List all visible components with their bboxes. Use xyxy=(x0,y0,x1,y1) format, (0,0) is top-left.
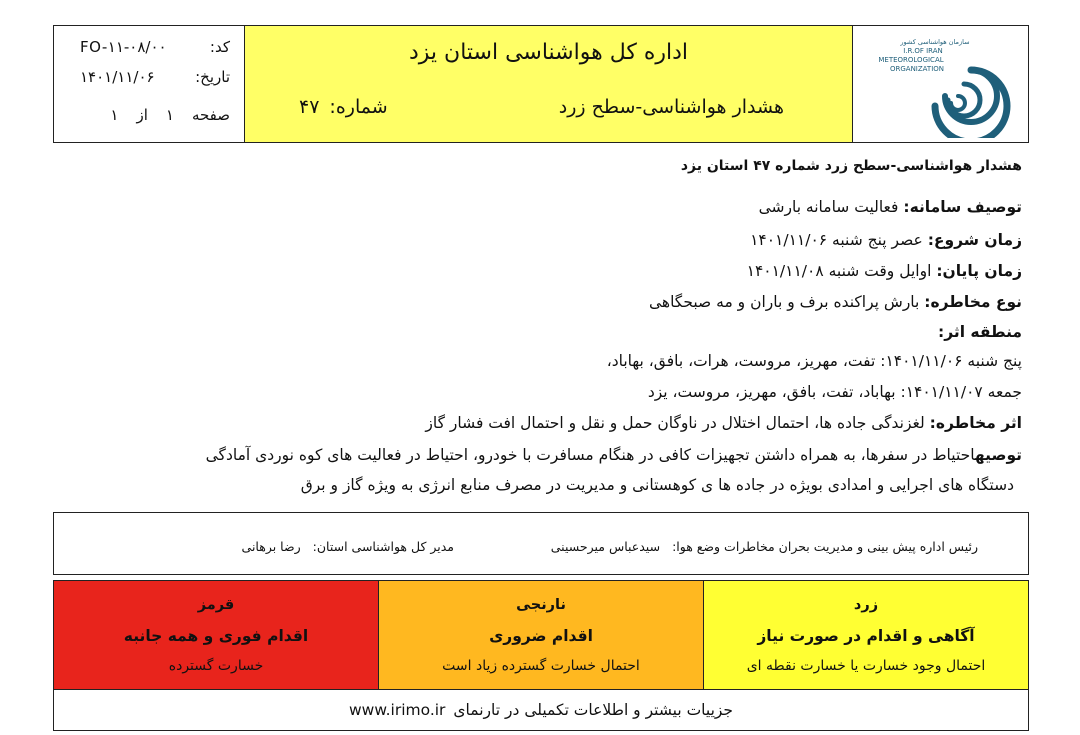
advice-line2: دستگاه های اجرایی و امدادی بویژه در جاده ها ی کوهستانی و مدیریت در مصرف منابع انرژی به ویژه گاز و برق xyxy=(300,476,1014,494)
code-label: کد: xyxy=(209,38,230,56)
advice-line xyxy=(206,446,1022,464)
legend-red xyxy=(54,581,378,689)
system-value: فعالیت سامانه بارشی xyxy=(758,198,899,216)
logo-text-en-1: I.R.OF IRAN xyxy=(902,47,943,55)
legend-red-name: قرمز xyxy=(197,597,235,613)
system-label: توصیف سامانه: xyxy=(903,198,1022,216)
area-label: منطقه اثر: xyxy=(938,323,1022,341)
footer-url-link[interactable]: www.irimo.ir xyxy=(348,701,446,719)
legend-red-damage: خسارت گسترده xyxy=(168,658,264,674)
warning-heading: هشدار هواشناسی-سطح زرد شماره ۴۷ استان یزد xyxy=(680,158,1022,174)
header-title-block xyxy=(245,26,853,142)
signature-director xyxy=(242,539,454,554)
start-line xyxy=(750,231,1022,249)
legend-yellow-action: آگاهی و اقدام در صورت نیاز xyxy=(757,627,975,645)
number-value: ۴۷ xyxy=(299,96,320,118)
logo-text-en-3: ORGANIZATION xyxy=(889,65,944,73)
end-label: زمان پایان: xyxy=(936,262,1022,280)
area-line xyxy=(938,323,1022,341)
footer-more-info xyxy=(54,690,1028,730)
area-day1: پنج شنبه ۱۴۰۱/۱۱/۰۶: تفت، مهریز، مروست، هرات، بافق، بهاباد، xyxy=(606,352,1022,370)
hazard-line xyxy=(649,293,1022,311)
document-header xyxy=(53,25,1029,143)
hazard-label: نوع مخاطره: xyxy=(924,293,1022,311)
page-current: ۱ xyxy=(165,106,174,124)
document-meta xyxy=(54,26,245,142)
legend-yellow-name: زرد xyxy=(853,597,879,613)
end-line xyxy=(747,262,1022,280)
irimo-spiral-logo-icon xyxy=(861,30,1021,138)
legend-orange-damage: احتمال خسارت گسترده زیاد است xyxy=(442,658,640,674)
logo-text-en-2: METEOROLOGICAL xyxy=(877,56,944,64)
page-of: از xyxy=(136,106,148,124)
advice-label: توصیه xyxy=(974,446,1022,464)
office-title: اداره کل هواشناسی استان یزد xyxy=(408,40,688,65)
warning-level-title: هشدار هواشناسی-سطح زرد xyxy=(558,96,784,118)
end-value: اوایل وقت شنبه ۱۴۰۱/۱۱/۰۸ xyxy=(746,262,932,280)
date-row xyxy=(80,68,230,86)
signature-role-1: رئیس اداره پیش بینی و مدیریت بحران مخاطرات وضع هوا: xyxy=(672,539,978,554)
code-value: FO-۱۱-۰۸/۰۰ xyxy=(80,38,167,56)
hazard-value: بارش پراکنده برف و باران و مه صبحگاهی xyxy=(648,293,920,311)
legend-yellow xyxy=(703,581,1028,689)
irimo-logo xyxy=(853,26,1028,142)
signature-role-2: مدیر کل هواشناسی استان: xyxy=(312,539,454,554)
area-day2: جمعه ۱۴۰۱/۱۱/۰۷: بهاباد، تفت، بافق، مهریز، مروست، یزد xyxy=(647,383,1022,401)
effect-value: لغزندگی جاده ها، احتمال اختلال در ناوگان حمل و نقل و احتمال افت فشار گاز xyxy=(425,414,925,432)
legend-orange-name: نارنجی xyxy=(516,597,566,613)
logo-text-fa: سازمان هواشناسی کشور xyxy=(899,38,970,46)
warning-level-legend xyxy=(53,580,1029,731)
warning-number xyxy=(299,96,388,118)
legend-orange-action: اقدام ضروری xyxy=(489,627,593,645)
effect-line xyxy=(425,414,1022,432)
signature-name-1: سیدعباس میرحسینی xyxy=(550,539,661,554)
system-line xyxy=(759,198,1022,216)
start-label: زمان شروع: xyxy=(927,231,1022,249)
page-total: ۱ xyxy=(110,106,119,124)
number-label: شماره: xyxy=(329,96,388,118)
legend-orange xyxy=(378,581,703,689)
code-row xyxy=(80,38,230,56)
footer-text: جزییات بیشتر و اطلاعات تکمیلی در تارنمای xyxy=(453,701,734,719)
signature-box xyxy=(53,512,1029,575)
signature-name-2: رضا برهانی xyxy=(241,539,301,554)
legend-red-action: اقدام فوری و همه جانبه xyxy=(123,627,309,645)
page-label: صفحه xyxy=(191,106,230,124)
effect-label: اثر مخاطره: xyxy=(929,414,1022,432)
date-label: تاریخ: xyxy=(195,68,230,86)
page-row xyxy=(94,106,230,124)
advice-line1: احتیاط در سفرها، به همراه داشتن تجهیزات کافی در هنگام مسافرت با خودرو، احتیاط در فعالیت های کوه نوردی آمادگی xyxy=(205,446,975,464)
start-value: عصر پنج شنبه ۱۴۰۱/۱۱/۰۶ xyxy=(750,231,923,249)
legend-yellow-damage: احتمال وجود خسارت یا خسارت نقطه ای xyxy=(746,658,986,674)
signature-forecast-head xyxy=(551,539,978,554)
date-value: ۱۴۰۱/۱۱/۰۶ xyxy=(80,68,155,86)
